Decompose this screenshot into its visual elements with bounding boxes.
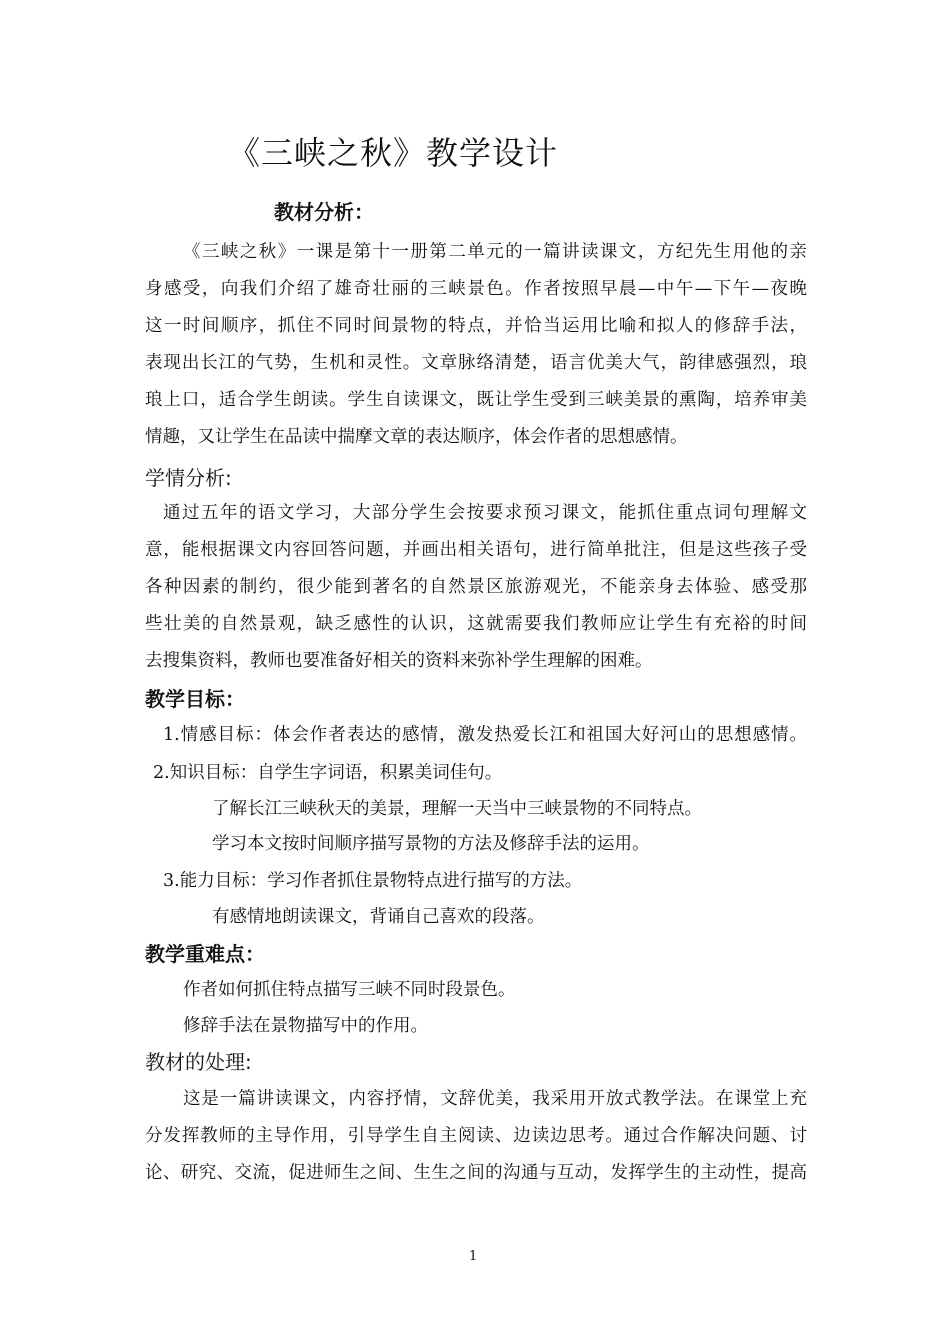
heading-student-analysis — [145, 462, 232, 491]
heading-text: 教材的处理 — [145, 1050, 245, 1074]
goal-line: 2.知识目标：自学生字词语，积累美词佳句。 — [153, 763, 503, 783]
heading-colon: : — [245, 1050, 252, 1074]
paragraph-line: 通过五年的语文学习，大部分学生会按要求预习课文，能抓住重点词句理解文 — [163, 503, 807, 523]
goal-line: 有感情地朗读课文，背诵自己喜欢的段落。 — [212, 907, 545, 927]
paragraph-line: 分发挥教师的主导作用，引导学生自主阅读、边读边思考。通过合作解决问题、讨 — [145, 1126, 807, 1146]
heading-colon: : — [225, 466, 232, 490]
goal-line: 1.情感目标：体会作者表达的感情，激发热爱长江和祖国大好河山的思想感情。 — [163, 725, 807, 745]
paragraph-line: 些壮美的自然景观，缺乏感性的认识，这就需要我们教师应让学生有充裕的时间 — [145, 614, 807, 634]
paragraph-line: 这是一篇讲读课文，内容抒情，文辞优美，我采用开放式教学法。在课堂上充 — [183, 1089, 807, 1109]
key-point-line: 修辞手法在景物描写中的作用。 — [183, 1016, 428, 1036]
paragraph-line: 身感受，向我们介绍了雄奇壮丽的三峡景色。作者按照早晨—中午—下午—夜晚 — [145, 279, 807, 299]
heading-material-handling — [145, 1046, 252, 1075]
heading-material-analysis: 教材分析： — [274, 200, 374, 224]
page-number: 1 — [469, 1249, 478, 1264]
paragraph-line: 表现出长江的气势，生机和灵性。文章脉络清楚，语言优美大气，韵律感强烈，琅 — [145, 353, 807, 373]
paragraph-line: 去搜集资料，教师也要准备好相关的资料来弥补学生理解的困难。 — [145, 651, 653, 671]
paragraph-line: 这一时间顺序，抓住不同时间景物的特点，并恰当运用比喻和拟人的修辞手法， — [145, 316, 807, 336]
goal-line: 3.能力目标：学习作者抓住景物特点进行描写的方法。 — [163, 871, 583, 891]
heading-goals: 教学目标： — [145, 687, 245, 711]
document-title: 《三峡之秋》教学设计 — [228, 134, 559, 172]
paragraph-line: 论、研究、交流，促进师生之间、生生之间的沟通与互动，发挥学生的主动性，提高 — [145, 1163, 807, 1183]
paragraph-line: 各种因素的制约，很少能到著名的自然景区旅游观光，不能亲身去体验、感受那 — [145, 577, 807, 597]
goal-line: 了解长江三峡秋天的美景，理解一天当中三峡景物的不同特点。 — [212, 799, 702, 819]
paragraph-line: 意，能根据课文内容回答问题，并画出相关语句，进行简单批注，但是这些孩子受 — [145, 540, 807, 560]
heading-text: 学情分析 — [145, 466, 225, 490]
paragraph-line: 琅上口，适合学生朗读。学生自读课文，既让学生受到三峡美景的熏陶，培养审美 — [145, 390, 807, 410]
goal-line: 学习本文按时间顺序描写景物的方法及修辞手法的运用。 — [212, 834, 650, 854]
paragraph-line: 《三峡之秋》一课是第十一册第二单元的一篇讲读课文，方纪先生用他的亲 — [183, 242, 807, 262]
paragraph-line: 情趣，又让学生在品读中揣摩文章的表达顺序，体会作者的思想感情。 — [145, 427, 688, 447]
key-point-line: 作者如何抓住特点描写三峡不同时段景色。 — [183, 980, 516, 1000]
heading-key-points: 教学重难点： — [145, 942, 265, 966]
